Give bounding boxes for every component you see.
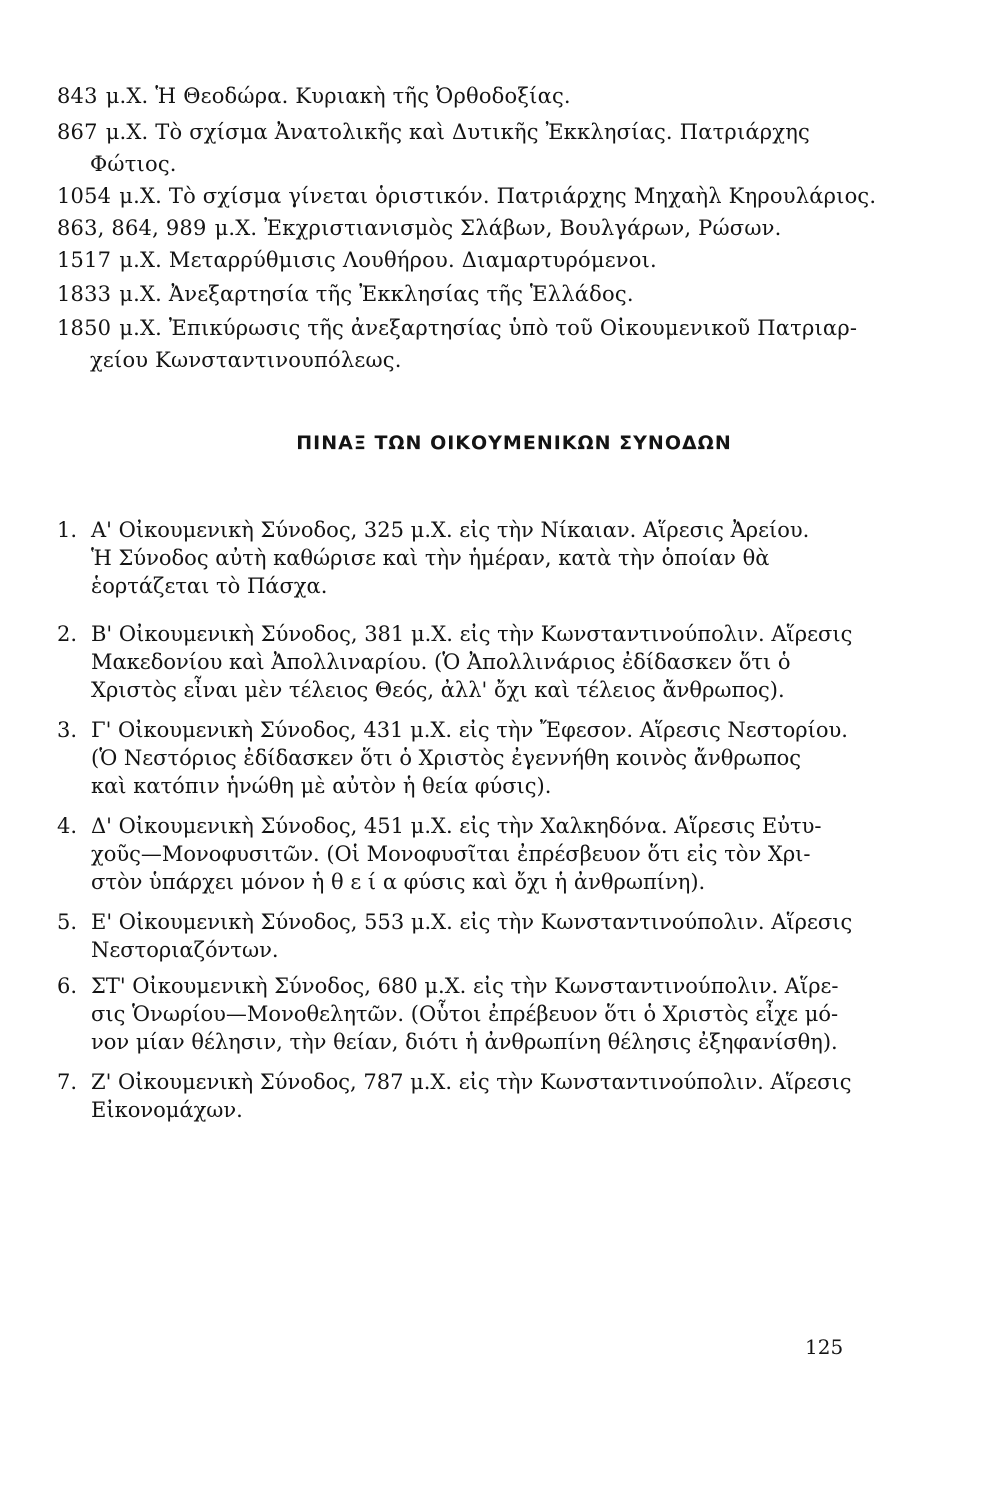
council-line: σις Ὁνωρίου—Μονοθελητῶν. (Οὗτοι ἐπρέβευον ὅτι ὁ Χριστὸς εἶχε μό-	[91, 1002, 839, 1026]
chronology-text: Φώτιος.	[90, 152, 177, 176]
council-line: ἑορτάζεται τὸ Πάσχα.	[91, 574, 328, 598]
council-text	[91, 620, 856, 704]
council-number: 5.	[57, 910, 78, 934]
council-number: 4.	[57, 814, 78, 838]
council-line: Β' Οἰκουμενικὴ Σύνοδος, 381 μ.Χ. εἰς τὴν Κωνσταντινούπολιν. Αἵρεσις	[91, 622, 853, 646]
council-text	[91, 516, 856, 600]
chronology-entry-1054	[57, 182, 876, 210]
council-text	[91, 812, 856, 896]
council-line: χοῦς—Μονοφυσιτῶν. (Οἱ Μονοφυσῖται ἐπρέσβευον ὅτι εἰς τὸν Χρι-	[91, 842, 811, 866]
council-line: Νεστοριαζόντων.	[91, 938, 279, 962]
chronology-year: 1850	[57, 316, 112, 340]
chronology-year: 843	[57, 84, 98, 108]
chronology-entry-863	[57, 214, 782, 242]
council-number: 7.	[57, 1070, 78, 1094]
council-line: ΣΤ' Οἰκουμενικὴ Σύνοδος, 680 μ.Χ. εἰς τὴν Κωνσταντινούπολιν. Αἵρε-	[91, 974, 839, 998]
chronology-year: 863, 864, 989	[57, 216, 207, 240]
section-heading: ΠΙΝΑΞ ΤΩΝ ΟΙΚΟΥΜΕΝΙΚΩΝ ΣΥΝΟΔΩΝ	[296, 432, 732, 454]
council-number: 3.	[57, 718, 78, 742]
council-line: Χριστὸς εἶναι μὲν τέλειος Θεός, ἀλλ' ὄχι καὶ τέλειος ἄνθρωπος).	[91, 678, 785, 702]
chronology-text: μ.Χ. Ἡ Θεοδώρα. Κυριακὴ τῆς Ὀρθοδοξίας.	[105, 84, 571, 108]
council-line: Ζ' Οἰκουμενικὴ Σύνοδος, 787 μ.Χ. εἰς τὴν Κωνσταντινούπολιν. Αἵρεσις	[91, 1070, 852, 1094]
council-line: Μακεδονίου καὶ Ἀπολλιναρίου. (Ὁ Ἀπολλινάριος ἐδίδασκεν ὅτι ὁ	[91, 650, 791, 674]
page-number: 125	[805, 1335, 844, 1359]
chronology-text: μ.Χ. Τὸ σχίσμα Ἀνατολικῆς καὶ Δυτικῆς Ἐκκλησίας. Πατριάρχης	[105, 120, 810, 144]
council-line: Δ' Οἰκουμενικὴ Σύνοδος, 451 μ.Χ. εἰς τὴν Χαλκηδόνα. Αἵρεσις Εὐτυ-	[91, 814, 822, 838]
council-line: καὶ κατόπιν ἡνώθη μὲ αὐτὸν ἡ θεία φύσις).	[91, 774, 552, 798]
chronology-entry-1517	[57, 246, 657, 274]
chronology-year: 1833	[57, 282, 112, 306]
council-line: Ε' Οἰκουμενικὴ Σύνοδος, 553 μ.Χ. εἰς τὴν Κωνσταντινούπολιν. Αἵρεσις	[91, 910, 853, 934]
chronology-text: χείου Κωνσταντινουπόλεως.	[90, 348, 402, 372]
chronology-year: 1054	[57, 184, 112, 208]
chronology-entry-843	[57, 82, 571, 110]
council-line: (Ὁ Νεστόριος ἐδίδασκεν ὅτι ὁ Χριστὸς ἐγεννήθη κοινὸς ἄνθρωπος	[91, 746, 802, 770]
council-number: 2.	[57, 622, 78, 646]
chronology-entry-867	[57, 118, 810, 146]
council-text	[91, 908, 856, 964]
chronology-year: 1517	[57, 248, 112, 272]
chronology-text: μ.Χ. Τὸ σχίσμα γίνεται ὁριστικόν. Πατριάρχης Μηχαὴλ Κηρουλάριος.	[119, 184, 877, 208]
chronology-entry-867-cont	[90, 150, 177, 178]
council-line: νον μίαν θέλησιν, τὴν θείαν, διότι ἡ ἀνθρωπίνη θέλησις ἐξηφανίσθη).	[91, 1030, 838, 1054]
council-text	[91, 716, 856, 800]
council-line: Γ' Οἰκουμενικὴ Σύνοδος, 431 μ.Χ. εἰς τὴν Ἔφεσον. Αἵρεσις Νεστορίου.	[91, 718, 848, 742]
council-line: Ἡ Σύνοδος αὐτὴ καθώρισε καὶ τὴν ἡμέραν, κατὰ τὴν ὁποίαν θὰ	[91, 546, 770, 570]
council-text	[91, 1068, 856, 1124]
council-text	[91, 972, 856, 1056]
chronology-text: μ.Χ. Μεταρρύθμισις Λουθήρου. Διαμαρτυρόμενοι.	[119, 248, 657, 272]
chronology-text: μ.Χ. Ἐκχριστιανισμὸς Σλάβων, Βουλγάρων, Ρώσων.	[214, 216, 782, 240]
council-number: 6.	[57, 974, 78, 998]
chronology-year: 867	[57, 120, 98, 144]
council-number: 1.	[57, 518, 78, 542]
council-line: Εἰκονομάχων.	[91, 1098, 243, 1122]
chronology-entry-1850	[57, 314, 857, 342]
council-line: Α' Οἰκουμενικὴ Σύνοδος, 325 μ.Χ. εἰς τὴν Νίκαιαν. Αἵρεσις Ἀρείου.	[91, 518, 810, 542]
chronology-entry-1833	[57, 280, 634, 308]
chronology-text: μ.Χ. Ἐπικύρωσις τῆς ἀνεξαρτησίας ὑπὸ τοῦ Οἰκουμενικοῦ Πατριαρ-	[119, 316, 858, 340]
chronology-text: μ.Χ. Ἀνεξαρτησία τῆς Ἐκκλησίας τῆς Ἑλλάδος.	[119, 282, 634, 306]
chronology-entry-1850-cont	[90, 346, 402, 374]
council-line: στὸν ὑπάρχει μόνον ἡ θ ε ί α φύσις καὶ ὄχι ἡ ἀνθρωπίνη).	[91, 870, 706, 894]
